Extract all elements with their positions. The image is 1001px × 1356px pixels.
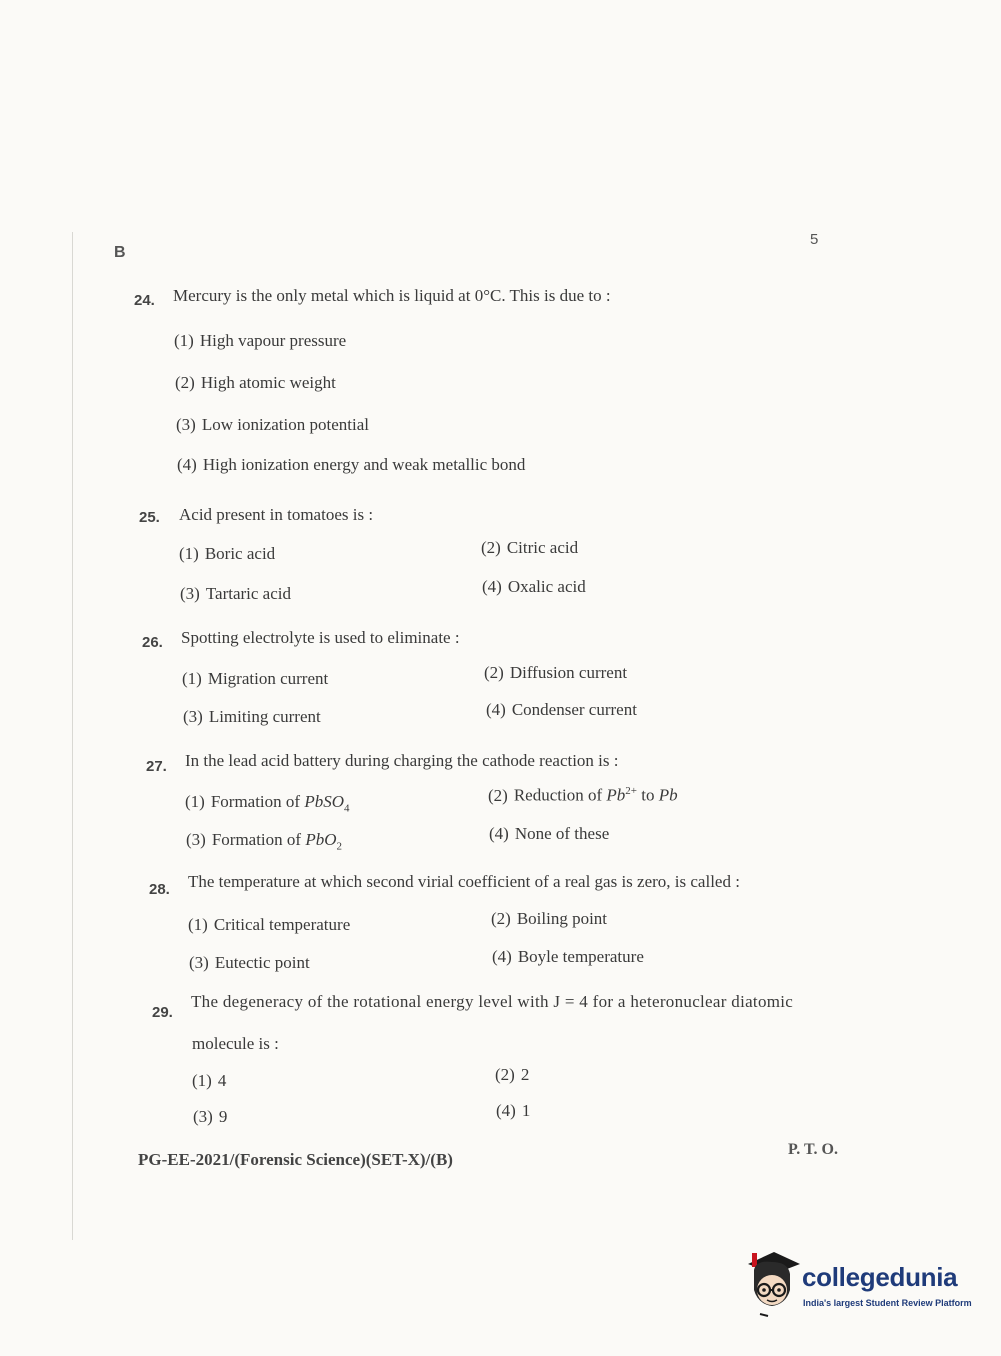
page-number: 5 [810,231,819,248]
question-text: Spotting electrolyte is used to eliminate : [181,628,460,647]
please-turn-over: P. T. O. [788,1141,838,1158]
chemical-formula: PbSO [304,792,344,811]
question-text: Mercury is the only metal which is liquid at 0°C. This is due to : [173,286,611,305]
option-text: Condenser current [511,700,637,719]
option-3 [186,830,342,852]
option-text: Citric acid [506,538,579,557]
option-number: (1) [174,331,194,350]
option-text: Boric acid [204,544,276,563]
option-text: None of these [514,824,610,843]
question-text: The degeneracy of the rotational energy level with J = 4 for a heteronuclear diatomic [191,992,794,1011]
option-number: (4) [177,455,197,474]
option-number: (2) [484,663,504,682]
superscript: 2+ [625,785,637,797]
option-text: High vapour pressure [199,331,347,350]
question-number: 24. [134,292,155,309]
option-text: Tartaric acid [205,584,291,603]
option-number: (2) [481,538,501,557]
option-number: (4) [496,1101,516,1120]
option-text: Limiting current [208,707,321,726]
option-number: (1) [188,915,208,934]
option-4 [496,1101,530,1121]
question-number: 28. [149,881,170,898]
chemical-formula: Pb [658,785,678,805]
option-number: (3) [183,707,203,726]
option-text: 4 [217,1071,227,1090]
option-number: (3) [189,953,209,972]
brand-name: collegedunia [802,1262,958,1292]
option-number: (1) [179,544,199,563]
option-text: Reduction of [513,785,603,805]
option-text: Formation of [210,792,301,811]
option-text: Critical temperature [213,915,351,934]
collegedunia-watermark [742,1250,972,1320]
option-4 [177,455,525,475]
page-edge-line [72,232,73,1240]
option-2 [481,538,578,558]
question-text: In the lead acid battery during charging the cathode reaction is : [185,751,619,770]
option-number: (2) [488,785,508,805]
option-text: High atomic weight [200,373,336,392]
option-1 [185,792,350,814]
question-number: 25. [139,509,160,526]
question-text: The temperature at which second virial coefficient of a real gas is zero, is called : [188,872,740,891]
option-text: Eutectic point [214,953,310,972]
set-letter: B [114,244,126,261]
option-2 [491,909,607,929]
option-text: Oxalic acid [507,577,586,596]
question-number: 26. [142,634,163,651]
option-2 [484,663,627,683]
option-2 [488,785,678,806]
option-text: Boiling point [516,909,608,928]
option-1 [192,1071,226,1091]
option-text: 1 [521,1101,531,1120]
option-number: (3) [176,415,196,434]
option-1 [179,544,275,564]
option-number: (3) [180,584,200,603]
option-4 [489,824,609,844]
option-number: (1) [192,1071,212,1090]
option-2 [175,373,336,393]
option-text: 9 [218,1107,228,1126]
option-text-connector: to [641,785,655,805]
option-number: (4) [486,700,506,719]
option-number: (3) [193,1107,213,1126]
option-text: Boyle temperature [517,947,644,966]
option-text: Migration current [207,669,329,688]
option-number: (1) [182,669,202,688]
option-text: Low ionization potential [201,415,369,434]
option-3 [193,1107,227,1127]
question-number: 29. [152,1004,173,1021]
option-1 [182,669,328,689]
question-text-continued: molecule is : [192,1034,279,1053]
option-number: (2) [175,373,195,392]
option-1 [188,915,350,935]
option-number: (3) [186,830,206,849]
option-2 [495,1065,529,1085]
option-number: (4) [482,577,502,596]
chemical-formula: PbO [305,830,337,849]
question-text: Acid present in tomatoes is : [179,505,374,524]
option-number: (2) [491,909,511,928]
option-number: (4) [492,947,512,966]
option-3 [180,584,291,604]
option-text: High ionization energy and weak metallic bond [202,455,526,474]
option-text: 2 [520,1065,530,1084]
brand-tagline: India's largest Student Review Platform [803,1298,972,1308]
option-text: Diffusion current [509,663,628,682]
option-4 [486,700,637,720]
option-3 [176,415,369,435]
exam-code: PG-EE-2021/(Forensic Science)(SET-X)/(B) [138,1150,453,1169]
option-3 [183,707,321,727]
option-number: (4) [489,824,509,843]
chemical-formula: Pb [606,785,626,805]
option-4 [482,577,586,597]
option-number: (1) [185,792,205,811]
subscript: 2 [336,840,342,853]
option-number: (2) [495,1065,515,1084]
option-text: Formation of [211,830,302,849]
option-3 [189,953,310,973]
graduate-mascot-icon [742,1250,802,1318]
option-4 [492,947,644,967]
option-1 [174,331,346,351]
subscript: 4 [344,802,350,815]
question-number: 27. [146,758,167,775]
